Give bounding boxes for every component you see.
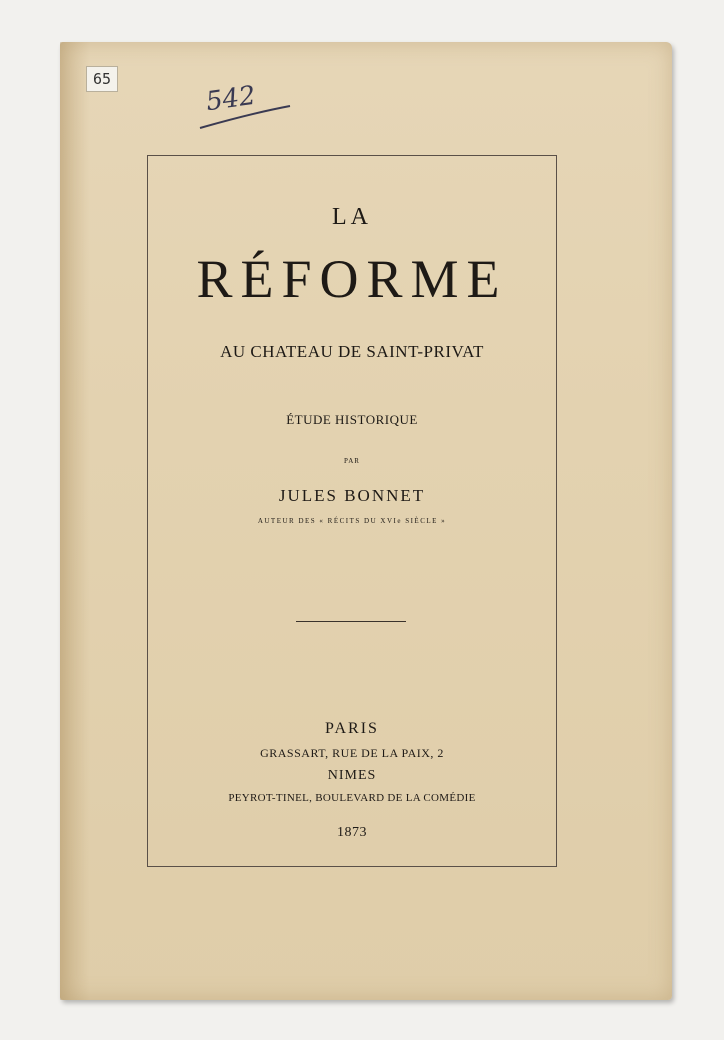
author-note: AUTEUR DES « RÉCITS DU XVIe SIÈCLE » (257, 517, 447, 525)
author-name: JULES BONNET (278, 486, 426, 505)
title-article: LA (332, 204, 372, 230)
shelf-number-label: 65 (86, 66, 118, 92)
publication-year: 1873 (337, 825, 367, 840)
imprint-city-paris: PARIS (325, 720, 379, 737)
separator-rule (296, 621, 406, 622)
main-title: RÉFORME (196, 249, 508, 309)
imprint-publisher-paris: GRASSART, RUE DE LA PAIX, 2 (260, 746, 444, 760)
handwritten-number: 542 (204, 80, 258, 118)
genre-line: ÉTUDE HISTORIQUE (286, 412, 418, 427)
subtitle: AU CHATEAU DE SAINT-PRIVAT (220, 342, 484, 361)
imprint-city-nimes: NIMES (327, 768, 377, 783)
imprint-publisher-nimes: PEYROT-TINEL, BOULEVARD DE LA COMÉDIE (228, 792, 476, 804)
by-line: PAR (344, 457, 360, 465)
